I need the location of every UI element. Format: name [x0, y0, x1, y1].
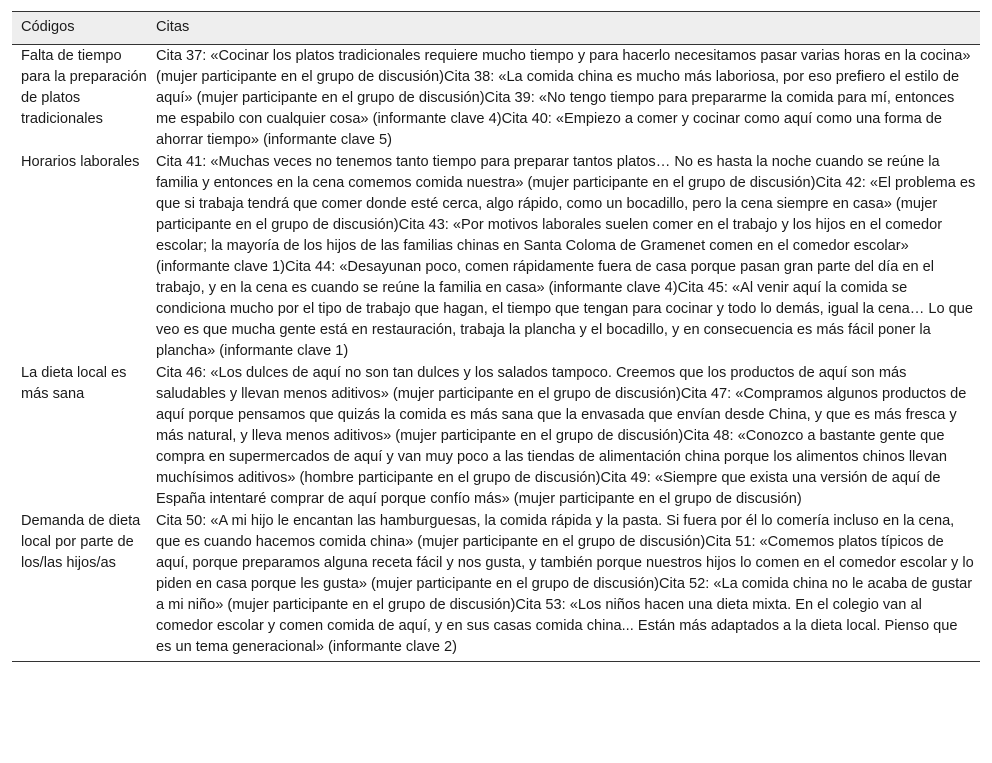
table-row [12, 510, 980, 662]
table-row [12, 151, 980, 362]
quotes-cell: Cita 41: «Muchas veces no tenemos tanto tiempo para preparar tantos platos… No es hasta la noche cuando se reúne la familia y entonces en la cena comemos comida nuestra» (mujer participante en el grupo de discusión)Cita 42: «El problema es que si trabaja tendrá que comer donde esté cerca, algo rápido, como un bocadillo, pero la cena siempre en casa» (mujer participante en el grupo de discusión)Cita 43: «Por motivos laborales suelen comer en el trabajo y los hijos en el comedor escolar; la mayoría de los hijos de las familias chinas en Santa Coloma de Gramenet comen en el comedor escolar» (informante clave 1)Cita 44: «Desayunan poco, comen rápidamente fuera de casa porque pasan gran parte del día en el trabajo, y en la cena es cuando se reúne la familia en casa» (informante clave 4)Cita 45: «Al venir aquí la comida se condiciona mucho por el tipo de trabajo que hagan, el tiempo que tengan para cocinar y todo lo demás, igual la cena… Lo que veo es que mucha gente está en restauración, trabaja la plancha y el bocadillo, y en consecuencia es más fácil poner la plancha» (informante clave 1) [156, 154, 976, 359]
quotes-table-container [12, 11, 980, 662]
quotes-cell: Cita 46: «Los dulces de aquí no son tan dulces y los salados tampoco. Creemos que los productos de aquí son más saludables y llevan menos aditivos» (mujer participante en el grupo de discusión)Cita 47: «Compramos algunos productos de aquí porque pensamos que quizás la comida es más sana que la envasada que envían desde China, y que es más fresca y más natural, y lleva menos aditivos» (mujer participante en el grupo de discusión)Cita 48: «Conozco a bastante gente que compra en supermercados de aquí y van muy poco a las tiendas de alimentación china porque los alimentos chinos llevan muchísimos aditivos» (hombre participante en el grupo de discusión)Cita 49: «Siempre que exista una versión de aquí de España intentaré comprar de aquí porque confío más» (mujer participante en el grupo de discusión) [156, 365, 967, 507]
header-codes: Códigos [21, 19, 75, 35]
table-row [12, 45, 980, 152]
table-body [12, 45, 980, 662]
table-row [12, 362, 980, 510]
quotes-table [12, 11, 980, 662]
code-cell: Horarios laborales [21, 154, 140, 170]
code-cell: Falta de tiempo para la preparación de platos tradicionales [21, 48, 147, 127]
table-header [12, 12, 980, 45]
header-quotes: Citas [156, 19, 190, 35]
quotes-cell: Cita 37: «Cocinar los platos tradicionales requiere mucho tiempo y para hacerlo necesitamos pasar varias horas en la cocina» (mujer participante en el grupo de discusión)Cita 38: «La comida china es mucho más laboriosa, por eso prefiero el estilo de aquí» (mujer participante en el grupo de discusión)Cita 39: «No tengo tiempo para prepararme la comida para mí, entonces me espabilo con cualquier cosa» (informante clave 4)Cita 40: «Empiezo a comer y cocinar como aquí como una forma de ahorrar tiempo» (informante clave 5) [156, 48, 971, 148]
code-cell: Demanda de dieta local por parte de los/las hijos/as [21, 513, 141, 571]
quotes-cell: Cita 50: «A mi hijo le encantan las hamburguesas, la comida rápida y la pasta. Si fuera por él lo comería incluso en la cena, que es cuando hacemos comida china» (mujer participante en el grupo de discusión)Cita 51: «Comemos platos típicos de aquí, porque preparamos alguna receta fácil y nos gusta, y también porque nuestros hijos lo comen en el comedor escolar y lo piden en casa porque les gusta» (mujer participante en el grupo de discusión)Cita 52: «La comida china no le acaba de gustar a mi niño» (mujer participante en el grupo de discusión)Cita 53: «Los niños hacen una dieta mixta. En el colegio van al comedor escolar y comen comida de aquí, y en sus casas comida china... Están más adaptados a la dieta local. Pienso que es un tema generacional» (informante clave 2) [156, 513, 974, 655]
code-cell: La dieta local es más sana [21, 365, 127, 402]
header-row [12, 12, 980, 45]
